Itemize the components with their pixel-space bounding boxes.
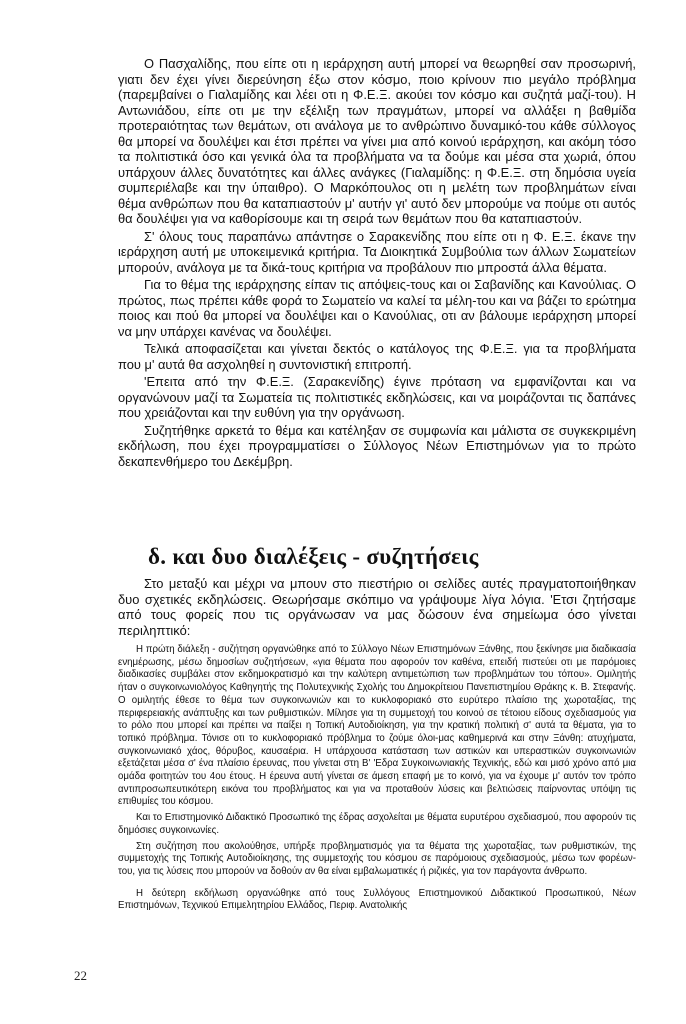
paragraph: 'Επειτα από την Φ.Ε.Ξ. (Σαρακενίδης) έγινε πρόταση να εμφανίζονται και να οργανώνουν μαζί τα Σωματεία τις πολιτιστικές εκδηλώσεις, και να μοιράζονται τις δαπάνες που χρειάζονται και την ευθύνη για την οργάνωση.: [118, 374, 636, 420]
paragraph: Σ' όλους τους παραπάνω απάντησε ο Σαρακενίδης που είπε οτι η Φ. Ε.Ξ. έκανε την ιεράρχηση αυτή με υποκειμενικά κριτήρια. Τα Διοικητικά Συμβούλια των άλλων Σωματείων μπορούν, ανάλογα με τα δικά-τους κριτήρια να προβάλουν πιο μπροστά άλλα θέματα.: [118, 228, 636, 275]
paragraph: Συζητήθηκε αρκετά το θέμα και κατέληξαν σε συμφωνία και μάλιστα σε συγκεκριμένη εκδήλωση, που έχει προγραμματίσει ο Σύλλογος Νέων Επιστημόνων για το πρώτο δεκαπενθήμερο του Δεκέμβρη.: [118, 422, 636, 469]
body-text: [118, 56, 636, 471]
note-paragraph: Στη συζήτηση που ακολούθησε, υπήρξε προβληματισμός για τα θέματα της χωροταξίας, των ρυθμιστικών, της συμμετοχής της Τοπικής Αυτοδιοίκησης, της συμμετοχής του κόσμου σε παρόμοιους σχεδιασμούς, μέσω των φορέων-του, για τις λύσεις που μπορούν να δοθούν αν θα είναι εμβαλωματικές ή ριζικές, για τον παράγοντα άνθρωπο.: [118, 840, 636, 877]
page-number: 22: [74, 968, 87, 983]
paragraph: Για το θέμα της ιεράρχησης είπαν τις απόψεις-τους και οι Σαβανίδης και Κανούλιας. Ο πρώτος, πως πρέπει κάθε φορά το Σωματείο να καλεί τα μέλη-του και να βάζει το ερώτημα ποιος και πού θα μπορεί να δουλέψει και ο Κανούλιας, οτι αν βάλουμε ιεράρχηση μπορεί να μην υπάρχει κανένας να δουλέψει.: [118, 277, 636, 339]
paragraph: Στο μεταξύ και μέχρι να μπουν στο πιεστήριο οι σελίδες αυτές πραγματοποιήθηκαν δυο σχετικές εκδηλώσεις. Θεωρήσαμε σκόπιμο να γράψουμε λίγα λόγια. 'Ετσι ζητήσαμε από τους φορείς που τις οργάνωσαν να μας δώσουν ένα σημείωμα όσο γίνεται περιληπτικό:: [118, 576, 636, 638]
paragraph: Τελικά αποφασίζεται και γίνεται δεκτός ο κατάλογος της Φ.Ε.Ξ. για τα προβλήματα που μ' αυτά θα ασχοληθεί η συντονιστική επιτροπή.: [118, 341, 636, 372]
section-heading: δ. και δυο διαλέξεις - συζητήσεις: [148, 544, 479, 569]
notes-text: [118, 644, 636, 916]
note-paragraph: Και το Επιστημονικό Διδακτικό Προσωπικό της έδρας ασχολείται με θέματα ευρυτέρου σχεδιασμού, που αφορούν τις δημόσιες συγκοινωνίες.: [118, 812, 636, 836]
paragraph: Ο Πασχαλίδης, που είπε οτι η ιεράρχηση αυτή μπορεί να θεωρηθεί σαν προσωρινή, γιατι δεν έχει γίνει διερεύνηση έξω στον κόσμο, ποιο κρίνουν πιο μεγάλο πρόβλημα (παρεμβαίνει ο Γιαλαμίδης και λέει οτι η Φ.Ε.Ξ. ακούει τον κόσμο και συζητά μαζί-του). Η Αντωνιάδου, είπε οτι με την εξέλιξη των πραγμάτων, μπορεί να αλλάξει η βαθμίδα προτεραιότητας των θεμάτων, οτι ανάλογα με το ανθρώπινο δυναμικό-του κάθε σύλλογος θα μπορεί να δουλέψει και έτσι πρέπει να γίνει μια από κοινού ιεράρχηση, και ακόμη τόσο τα πολιτιστικά όσο και γενικά όλα τα προβλήματα να τα δούμε και μέσα στα χωριά, όπου υπάρχουν άλλες δυνατότητες και άλλες ανάγκες (Γιαλαμίδης: η Φ.Ε.Ξ. στη δημόσια υγεία συμπεριέλαβε και την ύπαιθρο). Ο Μαρκόπουλος οτι η μελέτη των προβλημάτων είναι θέμα ανθρώπων που θα καταπιαστούν μ' αυτήν γι' αυτό δεν μπορούμε να πούμε οτι αυτός θα δουλέψει για να καθορίσουμε και τη σειρά των θεμάτων που θα καταπιαστούν.: [118, 56, 636, 226]
note-paragraph: Η δεύτερη εκδήλωση οργανώθηκε από τους Συλλόγους Επιστημονικού Διδακτικού Προσωπικού, Νέων Επιστημόνων, Τεχνικού Επιμελητηρίου Ελλάδος, Περιφ. Ανατολικής: [118, 887, 636, 912]
intro-text: [118, 576, 636, 638]
note-paragraph: Η πρώτη διάλεξη - συζήτηση οργανώθηκε από το Σύλλογο Νέων Επιστημόνων Ξάνθης, που ξεκίνησε μια διαδικασία ενημέρωσης, μέσω δημοσίων συζητήσεων, «για θέματα που αφορούν τον καθένα, επειδή πιστεύει οτι με παρόμοιες διαδικασίες συμβάλει στον εκδημοκρατισμό και την καλύτερη αντιμετώπιση των προβλημάτων του τόπου». Ομιλητής ήταν ο συγκοινωνιολόγος Καθηγητής της Πολυτεχνικής Σχολής του Δημοκρίτειου Πανεπιστημίου Θράκης κ. Β. Στεφανής. Ο ομιλητής έθεσε το θέμα των συγκοινωνιών και το κυκλοφοριακό στο ευρύτερο πλαίσιο της χωροταξίας, της περιφερειακής ανάπτυξης και των ρυθμιστικών. Μίλησε για τη συμμετοχή του κοινού σε τέτοιου είδους σχεδιασμούς για το ρόλο που μπορεί και πρέπει να παίξει η Τοπική Αυτοδιοίκηση, για την κρατική πολιτική σ' αυτά τα θέματα, για το τοπικό πρόβλημα. Τόνισε οτι το κυκλοφοριακό πρόβλημα το ζούμε όλοι-μας καθημερινά και στην Ξάνθη: ατυχήματα, συγκοινωνιακό χάος, θόρυβος, καυσαέρια. Η υπάρχουσα κατάσταση των αστικών και υπεραστικών συγκοινωνιών εξετάζεται μέσα σ' ένα πλαίσιο έρευνας, που γίνεται στη Β' 'Εδρα Συγκοινωνιακής Τεχνικής, εδώ και μισό χρόνο από μια ομάδα φοιτητών του 4ου έτους. Η έρευνα αυτή γίνεται σε άμεση επαφή με το κοινό, για να έχουμε μ' αυτόν τον τρόπο αντιπροσωπευτικότερη εικόνα του προβλήματος και για να προταθούν λύσεις και βελτιώσεις παίρνοντας υπόψη τις επιθυμίες του κόσμου.: [118, 644, 636, 808]
